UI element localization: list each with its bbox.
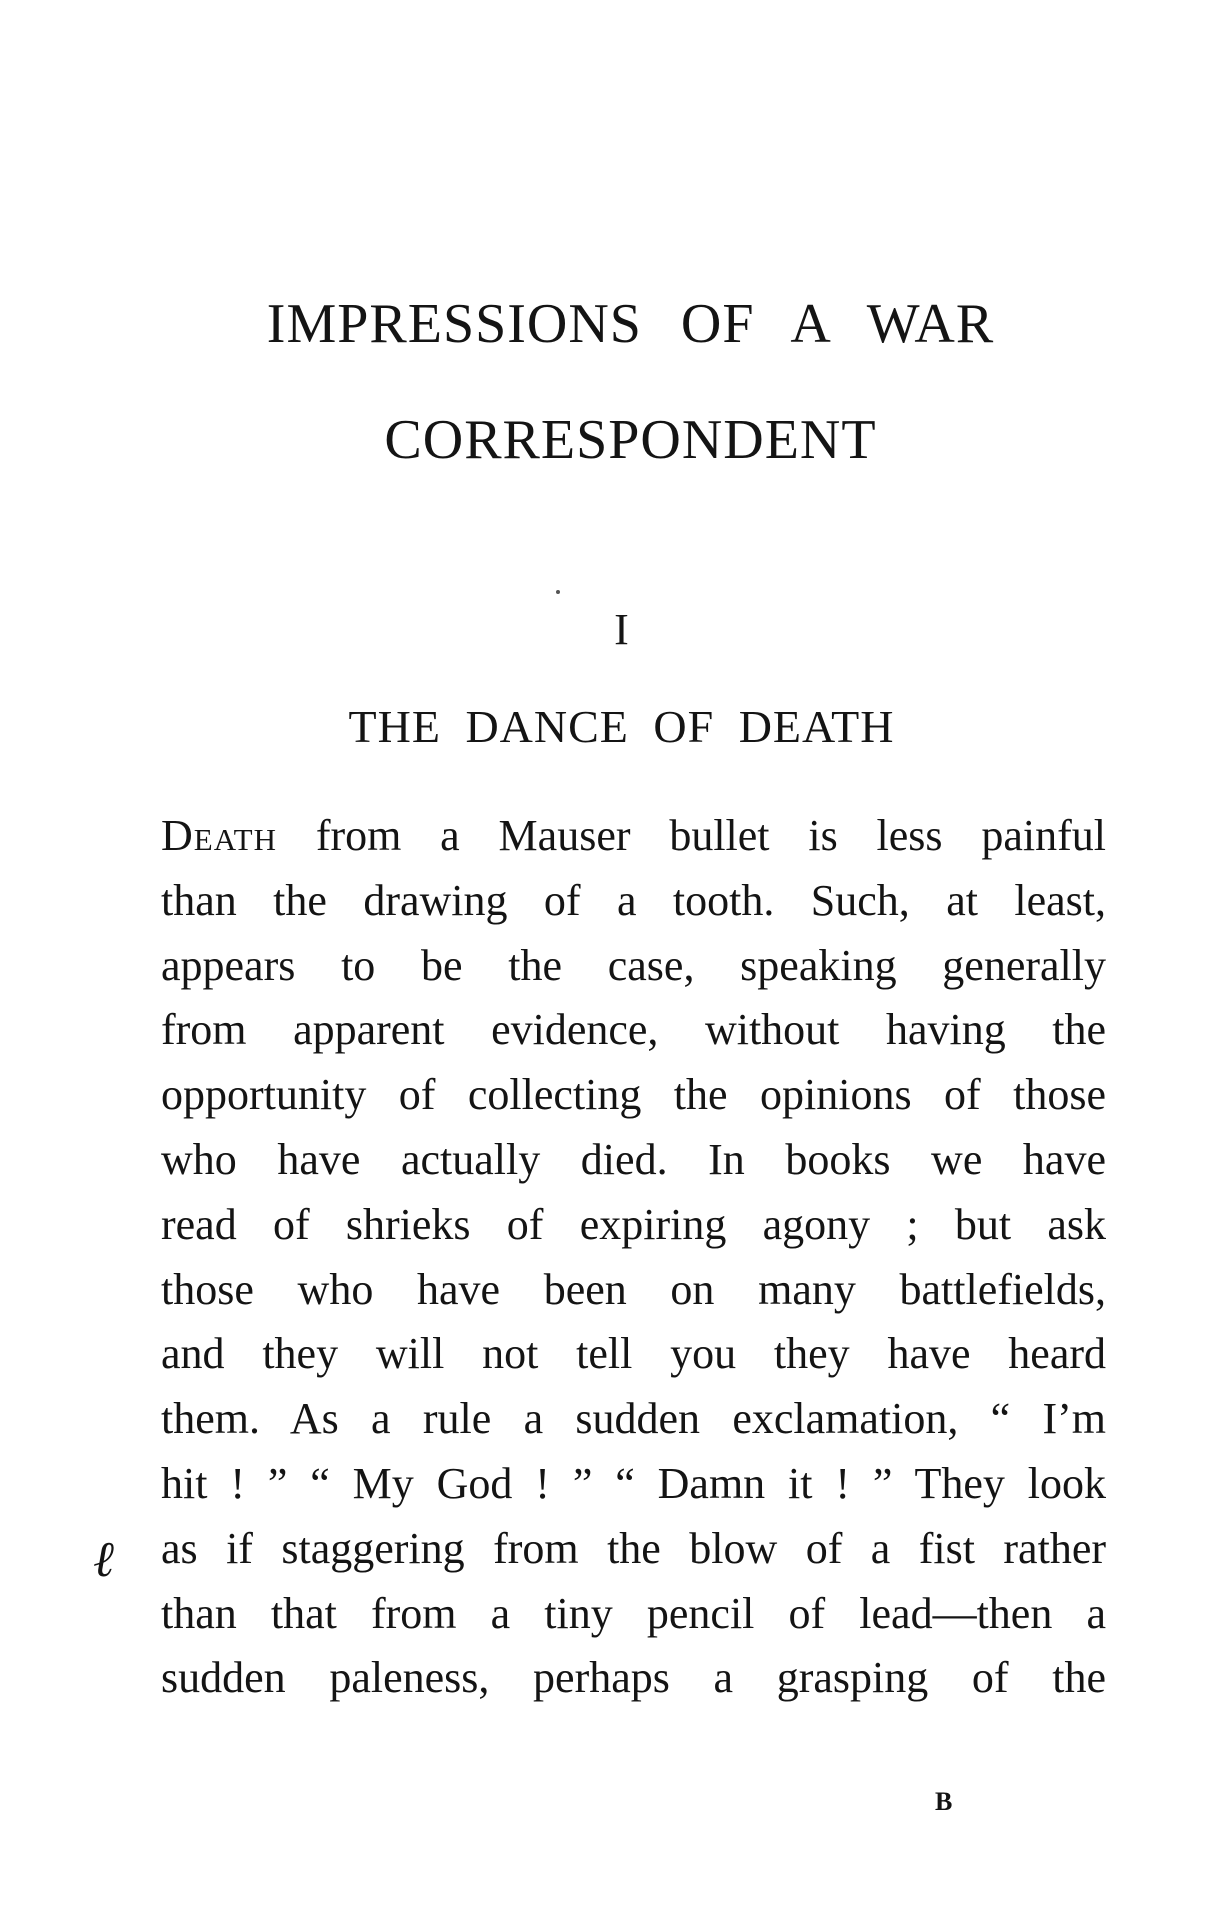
body-line: those who have been on many battlefields, [161, 1264, 1106, 1314]
body-line: hit ! ” “ My God ! ” “ Damn it ! ” They look [161, 1458, 1106, 1508]
body-line: sudden paleness, perhaps a grasping of the [161, 1653, 1106, 1703]
drop-word: Death [161, 811, 277, 860]
body-line: than the drawing of a tooth. Such, at least, [161, 875, 1106, 925]
body-line: read of shrieks of expiring agony ; but ask [161, 1199, 1106, 1249]
first-line-rest: from a Mauser bullet is less painful [315, 811, 1106, 860]
body-line: appears to be the case, speaking generally [161, 940, 1106, 990]
body-line: and they will not tell you they have heard [161, 1329, 1106, 1379]
book-title-line-1: IMPRESSIONS OF A WAR [266, 293, 995, 355]
body-line: who have actually died. In books we have [161, 1134, 1106, 1184]
body-text [161, 804, 1106, 1711]
chapter-title: THE DANCE OF DEATH [348, 701, 895, 752]
book-title-line-2: CORRESPONDENT [384, 409, 877, 471]
chapter-number: I [614, 605, 629, 654]
signature-mark: B [935, 1787, 954, 1816]
margin-annotation: ℓ [94, 1531, 116, 1587]
body-line: from apparent evidence, without having the [161, 1005, 1106, 1055]
body-line: as if staggering from the blow of a fist rather [161, 1523, 1106, 1573]
body-line: opportunity of collecting the opinions of those [161, 1070, 1106, 1120]
ink-speck [556, 590, 560, 594]
body-line-first [161, 804, 1106, 869]
body-line: them. As a rule a sudden exclamation, “ I’m [161, 1394, 1106, 1444]
body-line: than that from a tiny pencil of lead—then a [161, 1588, 1106, 1638]
